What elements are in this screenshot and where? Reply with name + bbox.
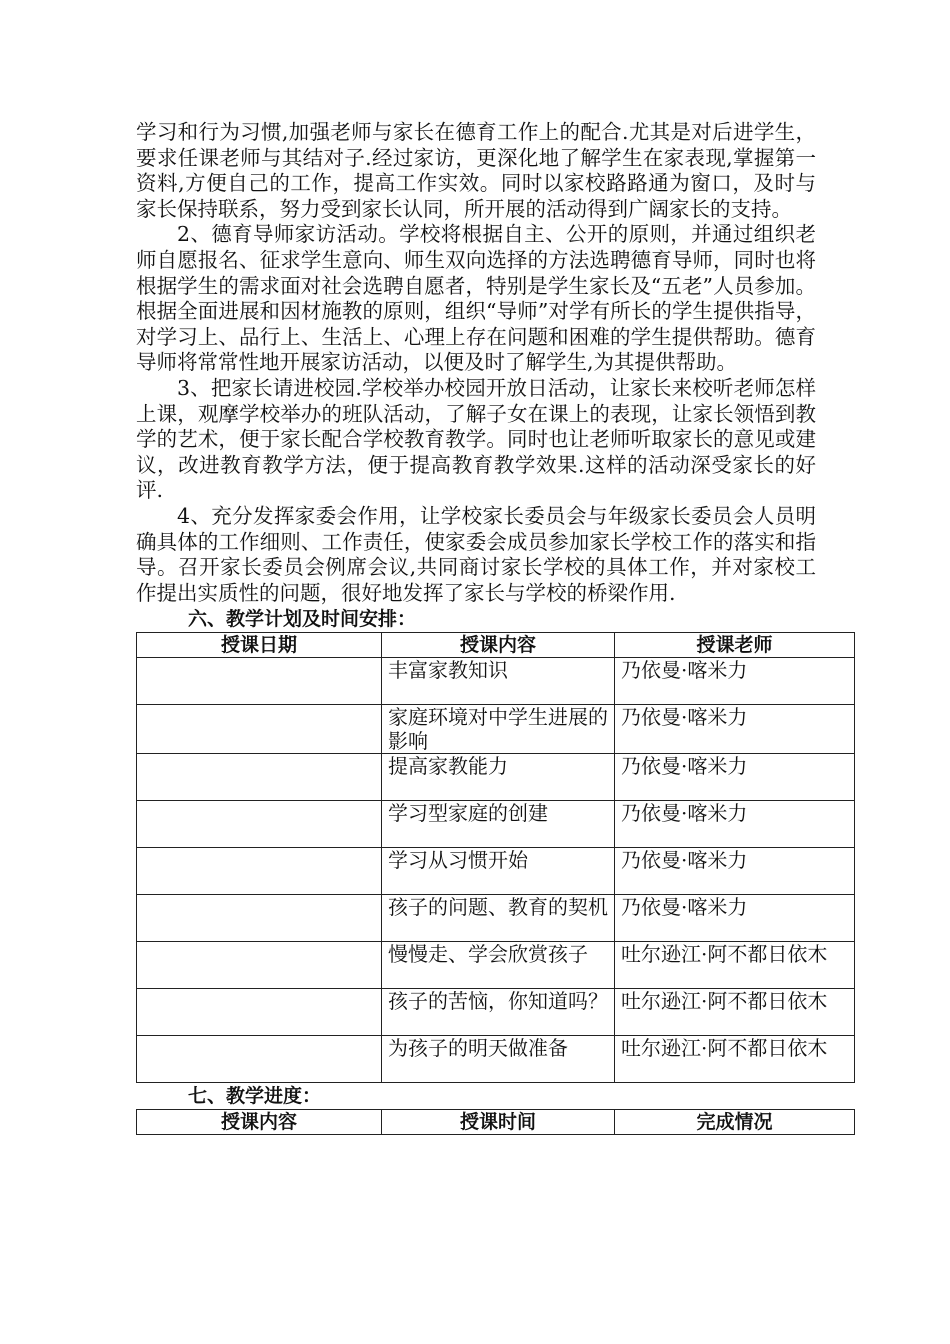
cell-teacher: 乃依曼·喀米力: [615, 658, 855, 705]
header-date: 授课日期: [137, 633, 382, 658]
table-row: [137, 754, 855, 801]
cell-teacher: 乃依曼·喀米力: [615, 705, 855, 754]
header-teacher: 授课老师: [615, 633, 855, 658]
cell-teacher: 吐尔逊江·阿不都日依木: [615, 942, 855, 989]
cell-date: [137, 801, 382, 848]
cell-content: 孩子的苦恼，你知道吗？: [382, 989, 615, 1036]
section-7-heading: 七、教学进度：: [188, 1085, 322, 1108]
table-row: [137, 801, 855, 848]
cell-teacher: 吐尔逊江·阿不都日依木: [615, 989, 855, 1036]
table-row: [137, 848, 855, 895]
cell-date: [137, 942, 382, 989]
document-page: [136, 120, 828, 1135]
cell-content: 学习从习惯开始: [382, 848, 615, 895]
cell-date: [137, 895, 382, 942]
table-row: [137, 658, 855, 705]
cell-date: [137, 705, 382, 754]
table-row: [137, 1036, 855, 1083]
table-row: [137, 895, 855, 942]
header-content: 授课内容: [137, 1110, 382, 1135]
table-row: [137, 989, 855, 1036]
cell-date: [137, 658, 382, 705]
cell-teacher: 乃依曼·喀米力: [615, 895, 855, 942]
cell-content: 为孩子的明天做准备: [382, 1036, 615, 1083]
header-status: 完成情况: [615, 1110, 855, 1135]
cell-date: [137, 1036, 382, 1083]
schedule-table: [136, 632, 855, 1083]
cell-content: 学习型家庭的创建: [382, 801, 615, 848]
cell-content: 孩子的问题、教育的契机: [382, 895, 615, 942]
cell-date: [137, 989, 382, 1036]
cell-content: 提高家教能力: [382, 754, 615, 801]
header-content: 授课内容: [382, 633, 615, 658]
cell-date: [137, 848, 382, 895]
table-header-row: [137, 1110, 855, 1135]
cell-teacher: 乃依曼·喀米力: [615, 801, 855, 848]
cell-content: 丰富家教知识: [382, 658, 615, 705]
table-header-row: [137, 633, 855, 658]
cell-date: [137, 754, 382, 801]
table-row: [137, 705, 855, 754]
paragraph-4: 4、充分发挥家委会作用，让学校家长委员会与年级家长委员会人员明确具体的工作细则、工作责任，使家委会成员参加家长学校工作的落实和指导。召开家长委员会例席会议,共同商讨家长学校的具体工作，并对家校工作提出实质性的问题，很好地发挥了家长与学校的桥梁作用.: [136, 503, 816, 605]
progress-table: [136, 1109, 855, 1135]
paragraph-1: 学习和行为习惯,加强老师与家长在德育工作上的配合.尤其是对后进学生，要求任课老师与其结对子.经过家访，更深化地了解学生在家表现,掌握第一资料,方便自己的工作，提高工作实效。同时以家校路路通为窗口，及时与家长保持联系，努力受到家长认同，所开展的活动得到广阔家长的支持。: [136, 120, 816, 221]
paragraph-2: 2、德育导师家访活动。学校将根据自主、公开的原则，并通过组织老师自愿报名、征求学生意向、师生双向选择的方法选聘德育导师，同时也将根据学生的需求面对社会选聘自愿者，特别是学生家长及“五老”人员参加。根据全面进展和因材施教的原则，组织“导师”对学有所长的学生提供指导，对学习上、品行上、生活上、心理上存在问题和困难的学生提供帮助。德育导师将常常性地开展家访活动，以便及时了解学生,为其提供帮助。: [136, 222, 816, 375]
cell-teacher: 吐尔逊江·阿不都日依木: [615, 1036, 855, 1083]
cell-content: 慢慢走、学会欣赏孩子: [382, 942, 615, 989]
cell-teacher: 乃依曼·喀米力: [615, 848, 855, 895]
section-6-heading: 六、教学计划及时间安排：: [188, 608, 417, 631]
table-row: [137, 942, 855, 989]
header-time: 授课时间: [382, 1110, 615, 1135]
cell-teacher: 乃依曼·喀米力: [615, 754, 855, 801]
paragraph-3: 3、把家长请进校园.学校举办校园开放日活动，让家长来校听老师怎样上课，观摩学校举办的班队活动，了解子女在课上的表现，让家长领悟到教学的艺术，便于家长配合学校教育教学。同时也让老师听取家长的意见或建议，改进教育教学方法，便于提高教育教学效果.这样的活动深受家长的好评.: [136, 375, 816, 503]
cell-content: 家庭环境对中学生进展的影响: [382, 705, 615, 754]
